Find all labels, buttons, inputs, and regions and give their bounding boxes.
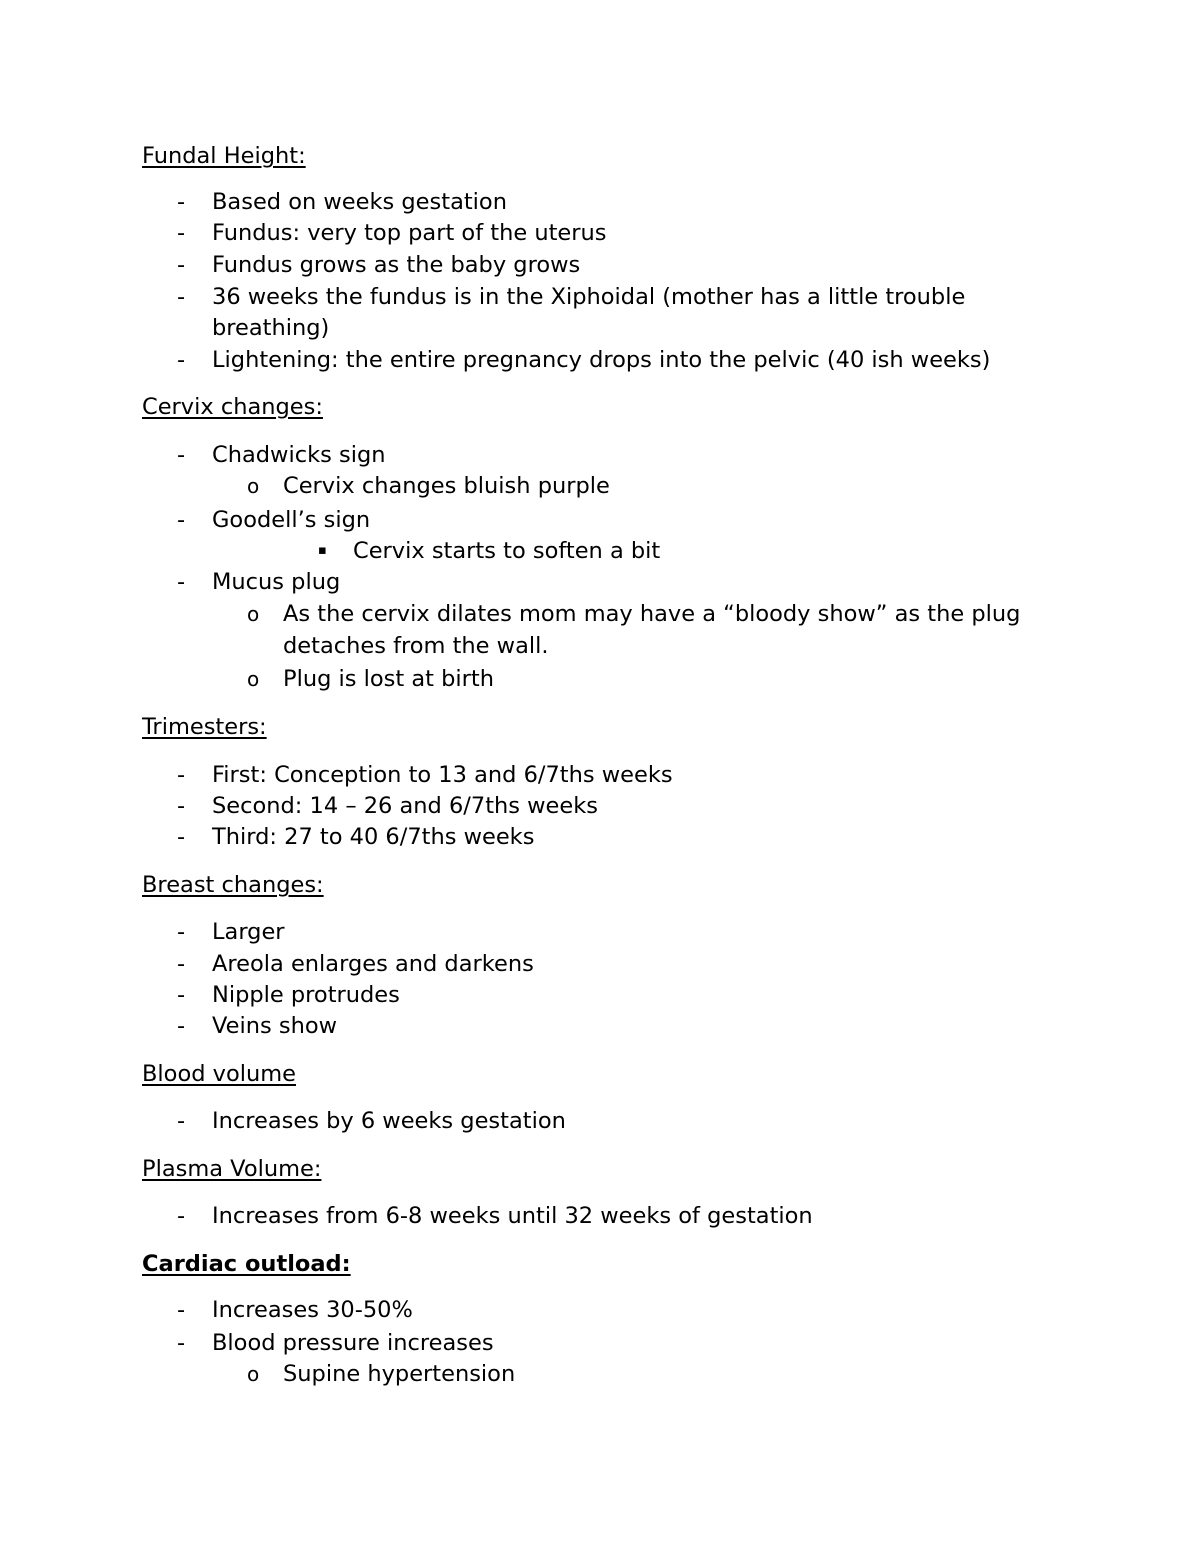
list-item: Increases by 6 weeks gestation bbox=[212, 1108, 566, 1134]
list-item: First: Conception to 13 and 6/7ths weeks bbox=[212, 762, 673, 788]
section-heading-plasma-volume: Plasma Volume: bbox=[142, 1156, 322, 1182]
circle-bullet: o bbox=[247, 667, 260, 691]
dash-bullet: - bbox=[177, 1330, 186, 1356]
dash-bullet: - bbox=[177, 347, 186, 373]
dash-bullet: - bbox=[177, 824, 186, 850]
section-heading-trimesters: Trimesters: bbox=[142, 714, 267, 740]
circle-bullet: o bbox=[247, 474, 260, 498]
list-item: Third: 27 to 40 6/7ths weeks bbox=[212, 824, 535, 850]
list-item: Increases 30-50% bbox=[212, 1297, 413, 1323]
list-item: Fundus: very top part of the uterus bbox=[212, 220, 607, 246]
dash-bullet: - bbox=[177, 762, 186, 788]
dash-bullet: - bbox=[177, 951, 186, 977]
dash-bullet: - bbox=[177, 1108, 186, 1134]
sub-list-item: As the cervix dilates mom may have a “bloody show” as the plug bbox=[283, 601, 1021, 627]
section-heading-breast-changes: Breast changes: bbox=[142, 872, 324, 898]
sub-list-item: Cervix changes bluish purple bbox=[283, 473, 610, 499]
circle-bullet: o bbox=[247, 1362, 260, 1386]
sub-list-item: Plug is lost at birth bbox=[283, 666, 494, 692]
list-item: Based on weeks gestation bbox=[212, 189, 507, 215]
list-item: Veins show bbox=[212, 1013, 338, 1039]
dash-bullet: - bbox=[177, 1013, 186, 1039]
dash-bullet: - bbox=[177, 793, 186, 819]
section-heading-cardiac-outload: Cardiac outload: bbox=[142, 1251, 351, 1277]
dash-bullet: - bbox=[177, 982, 186, 1008]
section-heading-blood-volume: Blood volume bbox=[142, 1061, 297, 1087]
square-bullet: ▪ bbox=[318, 543, 327, 558]
list-item: Fundus grows as the baby grows bbox=[212, 252, 581, 278]
list-item: Increases from 6-8 weeks until 32 weeks of gestation bbox=[212, 1203, 813, 1229]
dash-bullet: - bbox=[177, 220, 186, 246]
section-heading-cervix-changes: Cervix changes: bbox=[142, 394, 323, 420]
list-item: Second: 14 – 26 and 6/7ths weeks bbox=[212, 793, 598, 819]
dash-bullet: - bbox=[177, 1203, 186, 1229]
section-heading-fundal-height: Fundal Height: bbox=[142, 143, 306, 169]
list-item: Areola enlarges and darkens bbox=[212, 951, 534, 977]
sub-list-item: Supine hypertension bbox=[283, 1361, 516, 1387]
sub-list-item-continuation: detaches from the wall. bbox=[283, 633, 549, 659]
dash-bullet: - bbox=[177, 252, 186, 278]
dash-bullet: - bbox=[177, 442, 186, 468]
list-item: Larger bbox=[212, 919, 285, 945]
sub-sub-list-item: Cervix starts to soften a bit bbox=[353, 538, 661, 564]
list-item: Chadwicks sign bbox=[212, 442, 386, 468]
list-item-continuation: breathing) bbox=[212, 315, 330, 341]
dash-bullet: - bbox=[177, 569, 186, 595]
circle-bullet: o bbox=[247, 602, 260, 626]
dash-bullet: - bbox=[177, 189, 186, 215]
list-item: Lightening: the entire pregnancy drops into the pelvic (40 ish weeks) bbox=[212, 347, 991, 373]
list-item: 36 weeks the fundus is in the Xiphoidal (mother has a little trouble bbox=[212, 284, 966, 310]
dash-bullet: - bbox=[177, 284, 186, 310]
dash-bullet: - bbox=[177, 1297, 186, 1323]
dash-bullet: - bbox=[177, 919, 186, 945]
list-item: Nipple protrudes bbox=[212, 982, 400, 1008]
list-item: Blood pressure increases bbox=[212, 1330, 494, 1356]
dash-bullet: - bbox=[177, 507, 186, 533]
list-item: Mucus plug bbox=[212, 569, 341, 595]
list-item: Goodell’s sign bbox=[212, 507, 371, 533]
